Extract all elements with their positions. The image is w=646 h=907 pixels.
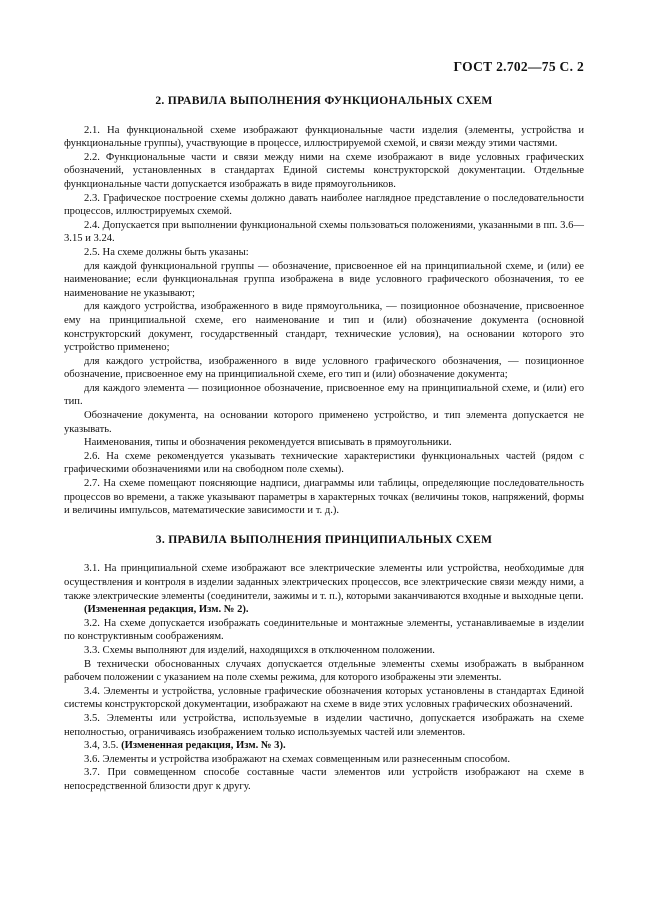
amendment-text: (Измененная редакция, Изм. № 3). [121,740,286,752]
page-header: ГОСТ 2.702—75 С. 2 [453,59,584,74]
list-item-functional-group: для каждой функциональной группы — обозначение, присвоенное ей на принципиальной схеме, и (или) ее наименование; если функциональная группа изображена в виде условного графического обозначения, то ее наименование не указывают; [64,260,584,299]
amendment-note-2 [64,739,584,753]
list-item-device-symbol: для каждого устройства, изображенного в виде условного графического обозначения, — позиционное обозначение, присвоенное ему на принципиальной схеме, его тип и (или) обозначение документа; [64,355,584,381]
paragraph-3-5: 3.5. Элементы или устройства, используемые в изделии частично, допускается изображать на схеме неполностью, ограничиваясь изображением только используемых частей или элементов. [64,712,584,738]
paragraph-3-7: 3.7. При совмещенном способе составные части элементов или устройств изображают на схеме в непосредственной близости друг к другу. [64,767,584,792]
paragraph-2-7: 2.7. На схеме помещают поясняющие надписи, диаграммы или таблицы, определяющие последовательность процессов во времени, а также указывают параметры в характерных точках (величины токов, напряжений, формы и величины импульсов, математические зависимости и т. д.). [64,478,584,517]
paragraph-3-4: 3.4. Элементы и устройства, условные графические обозначения которых установлены в стандартах Единой системы конструкторской документации, изображают на схеме в виде этих условных графических обозначений. [64,685,584,711]
list-item-device-rectangle: для каждого устройства, изображенного в виде прямоугольника, — позиционное обозначение, присвоенное ему на принципиальной схеме, его наименование и тип и (или) обозначение документа (основной конструкторский документ, государственный стандарт, технические условия), на основании которого это устройство применено; [64,301,584,354]
paragraph-names-note: Наименования, типы и обозначения рекомендуется вписывать в прямоугольники. [84,437,452,449]
paragraph-2-5: 2.5. На схеме должны быть указаны: [84,246,249,258]
paragraph-3-6: 3.6. Элементы и устройства изображают на схемах совмещенным или разнесенным способом. [84,753,510,765]
section-3-title: 3. ПРАВИЛА ВЫПОЛНЕНИЯ ПРИНЦИПИАЛЬНЫХ СХЕМ [155,532,493,546]
paragraph-2-3: 2.3. Графическое построение схемы должно давать наиболее наглядное представление о последовательности процессов, иллюстрируемых схемой. [64,192,584,218]
paragraph-document-note: Обозначение документа, на основании которого применено устройство, и тип элемента допускается не указывать. [64,410,584,435]
paragraph-3-1: 3.1. На принципиальной схеме изображают все электрические элементы или устройства, необходимые для осуществления и контроля в изделии заданных электрических процессов, все электрические связи между ними, а также электрические элементы (соединители, зажимы и т. п.), которыми заканчиваются входные и выходные цепи. [64,563,584,602]
list-item-element: для каждого элемента — позиционное обозначение, присвоенное ему на принципиальной схеме, и (или) его тип. [64,382,584,408]
paragraph-2-2: 2.2. Функциональные части и связи между ними на схеме изображают в виде условных графических обозначений, установленных в стандартах Единой системы конструкторской документации. Отдельные функциональные части допускается изображать в виде прямоугольников. [64,151,584,190]
paragraph-3-3-continued: В технически обоснованных случаях допускается отдельные элементы схемы изображать в выбранном рабочем положении с указанием на поле схемы режима, для которого изображены эти элементы. [64,658,584,684]
paragraph-2-4: 2.4. Допускается при выполнении функциональной схемы пользоваться положениями, указанными в пп. 3.6—3.15 и 3.24. [64,219,584,245]
paragraph-2-1: 2.1. На функциональной схеме изображают функциональные части изделия (элементы, устройства и функциональные группы), участвующие в процессе, иллюстрируемой схемой, и связи между этими частями. [64,124,584,150]
paragraph-2-6: 2.6. На схеме рекомендуется указывать технические характеристики функциональных частей (рядом с графическими обозначениями или на свободном поле схемы). [64,450,584,476]
amendment-clauses: 3.4, 3.5. [84,740,119,752]
page-content [64,94,584,794]
paragraph-3-3: 3.3. Схемы выполняют для изделий, находящихся в отключенном положении. [84,644,435,656]
section-2-title: 2. ПРАВИЛА ВЫПОЛНЕНИЯ ФУНКЦИОНАЛЬНЫХ СХЕМ [155,94,493,107]
amendment-note-1: (Измененная редакция, Изм. № 2). [84,604,249,616]
paragraph-3-2: 3.2. На схеме допускается изображать соединительные и монтажные элементы, устанавливаемые в изделии по конструктивным соображениям. [64,617,584,643]
